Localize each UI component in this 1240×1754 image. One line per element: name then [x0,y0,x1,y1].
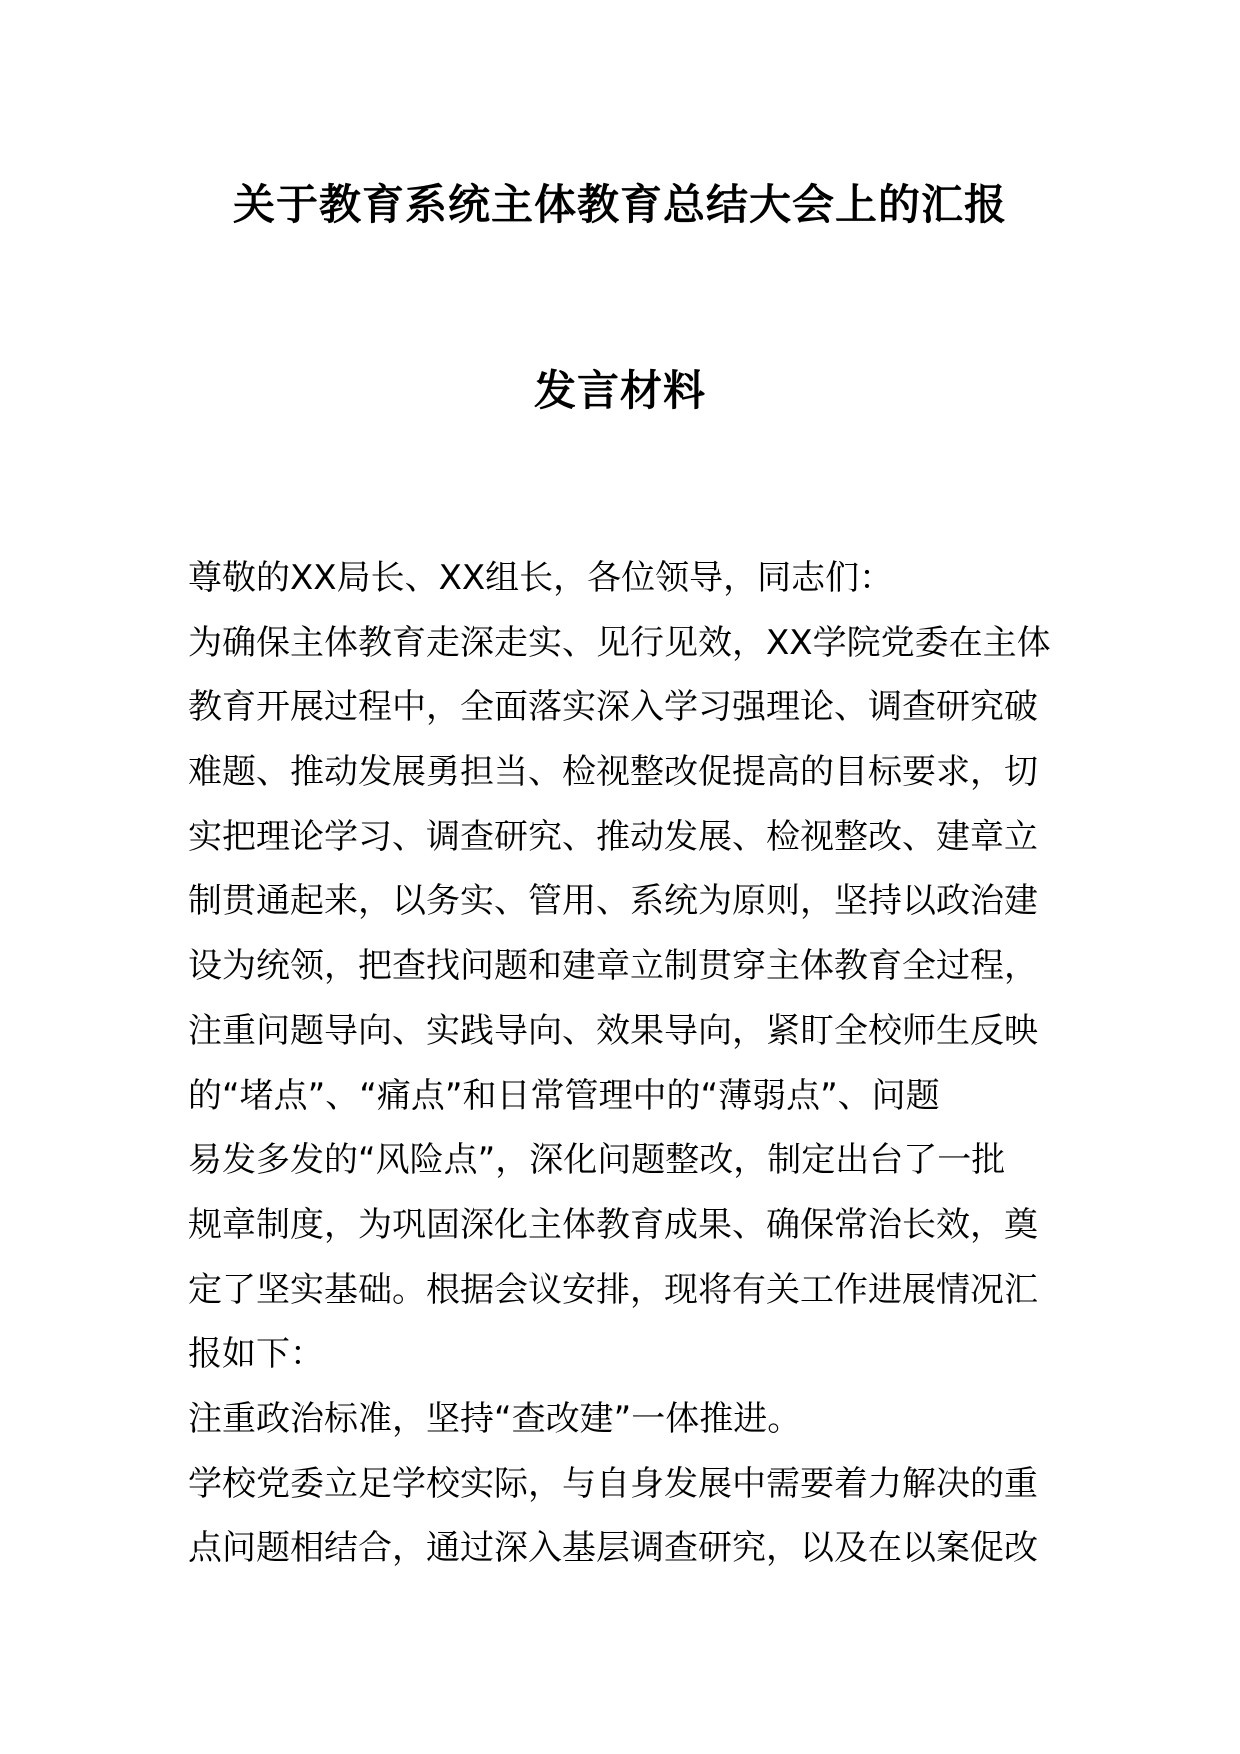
body-line: 制贯通起来，以务实、管用、系统为原则，坚持以政治建 [188,881,1038,922]
body-line: 定了坚实基础。根据会议安排，现将有关工作进展情况汇 [188,1269,1038,1310]
document-title-line-1: 关于教育系统主体教育总结大会上的汇报 [232,180,1007,229]
body-line: 为确保主体教育走深走实、见行见效，XX学院党委在主体 [188,622,1051,663]
document-body [188,546,1060,1581]
body-line: 点问题相结合，通过深入基层调查研究，以及在以案促改 [188,1528,1038,1569]
document-title-line-2: 发言材料 [533,366,706,415]
body-line: 难题、推动发展勇担当、检视整改促提高的目标要求，切 [188,752,1038,793]
body-line: 报如下： [188,1334,324,1375]
body-line: 实把理论学习、调查研究、推动发展、检视整改、建章立 [188,816,1038,857]
section-heading-line: 注重政治标准，坚持“查改建”一体推进。 [188,1398,802,1439]
body-line: 的“堵点”、“痛点”和日常管理中的“薄弱点”、问题 [188,1075,940,1116]
body-line: 教育开展过程中，全面落实深入学习强理论、调查研究破 [188,687,1038,728]
body-line: 规章制度，为巩固深化主体教育成果、确保常治长效，奠 [188,1204,1038,1245]
body-line: 设为统领，把查找问题和建章立制贯穿主体教育全过程， [188,946,1038,987]
body-line: 学校党委立足学校实际，与自身发展中需要着力解决的重 [188,1463,1038,1504]
body-line: 易发多发的“风险点”，深化问题整改，制定出台了一批 [188,1140,1006,1181]
body-line: 注重问题导向、实践导向、效果导向，紧盯全校师生反映 [188,1010,1038,1051]
salutation-line: 尊敬的XX局长、XX组长，各位领导，同志们： [188,558,894,598]
